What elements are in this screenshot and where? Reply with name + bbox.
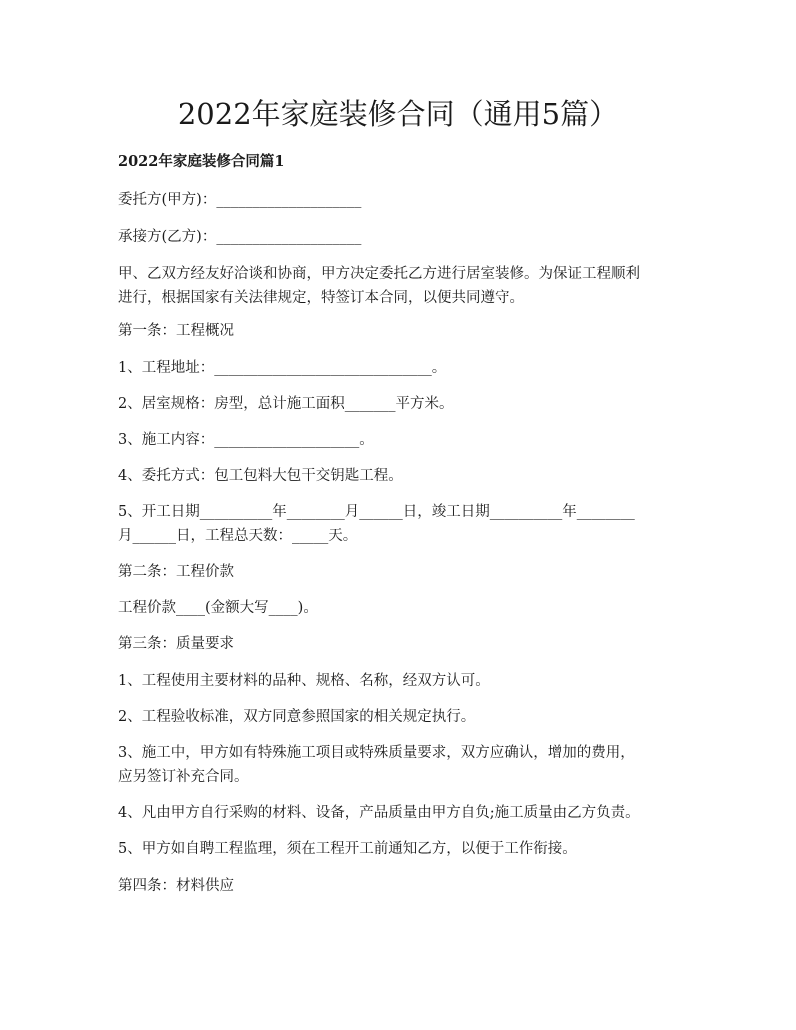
article-1-item-1: 1、工程地址：______________________________。 xyxy=(118,360,447,376)
document-title: 2022年家庭装修合同（通用5篇） xyxy=(177,97,619,131)
article-2-heading: 第二条：工程价款 xyxy=(118,564,234,580)
article-1-heading: 第一条：工程概况 xyxy=(118,323,234,339)
article-1-item-5-line-1: 5、开工日期__________年________月______日，竣工日期__________年________ xyxy=(118,504,635,520)
article-1-item-5-line-2: 月______日，工程总天数：_____天。 xyxy=(118,528,358,544)
article-3-item-2: 2、工程验收标准，双方同意参照国家的相关规定执行。 xyxy=(118,709,476,725)
article-4-heading: 第四条：材料供应 xyxy=(118,878,234,894)
contractor-party-line: 承接方(乙方)：____________________ xyxy=(118,229,362,245)
article-1-item-3: 3、施工内容：____________________。 xyxy=(118,432,374,448)
preamble-line-1: 甲、乙双方经友好洽谈和协商，甲方决定委托乙方进行居室装修。为保证工程顺利 xyxy=(118,266,640,282)
article-2-price: 工程价款____(金额大写____)。 xyxy=(118,600,318,616)
article-3-item-4: 4、凡由甲方自行采购的材料、设备，产品质量由甲方自负;施工质量由乙方负责。 xyxy=(118,805,640,821)
article-3-heading: 第三条：质量要求 xyxy=(118,636,234,652)
section-heading: 2022年家庭装修合同篇1 xyxy=(118,153,285,170)
preamble-line-2: 进行，根据国家有关法律规定，特签订本合同，以便共同遵守。 xyxy=(118,290,524,306)
article-1-item-2: 2、居室规格：房型，总计施工面积_______平方米。 xyxy=(118,396,454,412)
article-3-item-1: 1、工程使用主要材料的品种、规格、名称，经双方认可。 xyxy=(118,673,490,689)
client-party-line: 委托方(甲方)：____________________ xyxy=(118,192,362,208)
article-1-item-4: 4、委托方式：包工包料大包干交钥匙工程。 xyxy=(118,468,403,484)
article-3-item-5: 5、甲方如自聘工程监理，须在工程开工前通知乙方，以便于工作衔接。 xyxy=(118,841,577,857)
article-3-item-3-line-2: 应另签订补充合同。 xyxy=(118,769,249,785)
article-3-item-3-line-1: 3、施工中，甲方如有特殊施工项目或特殊质量要求，双方应确认，增加的费用， xyxy=(118,745,635,761)
